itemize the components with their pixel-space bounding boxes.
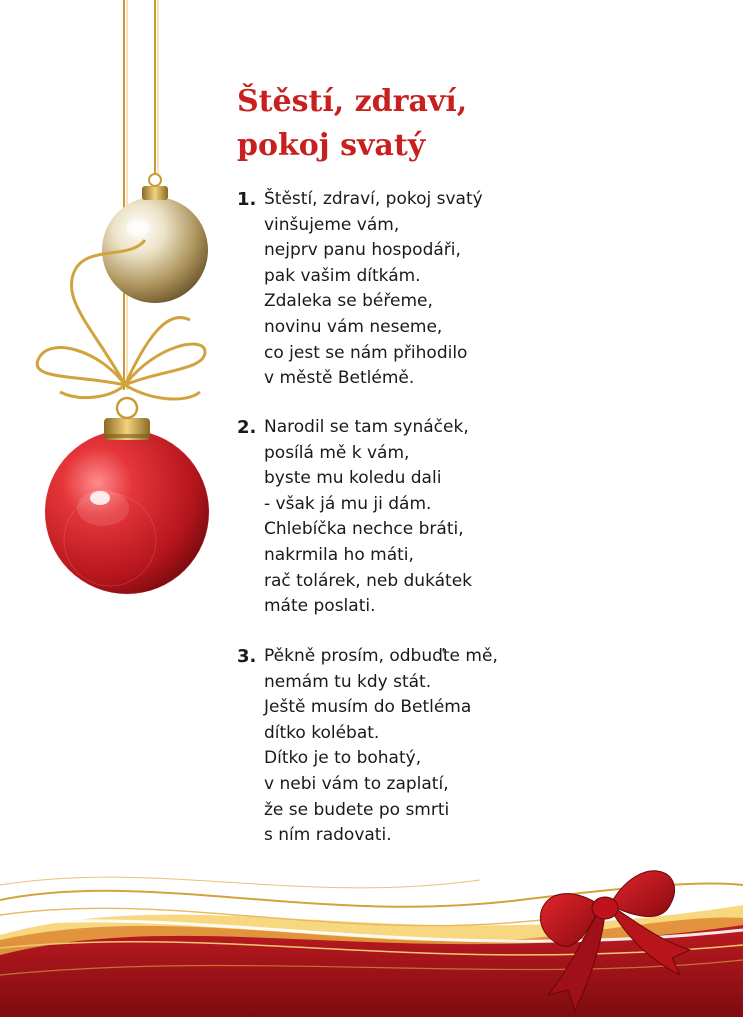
verse-line: s ním radovati. (264, 825, 392, 846)
verse-line: pak vašim dítkám. (264, 265, 421, 286)
verse-line: vinšujeme vám, (264, 214, 400, 235)
verse-line: posílá mě k vám, (264, 442, 410, 463)
verse-line: co jest se nám přihodilo (264, 342, 468, 363)
verse-line: v městě Betlémě. (264, 368, 415, 389)
verse-line: máte poslati. (264, 596, 376, 617)
verse-line: Zdaleka se béřeme, (264, 291, 433, 312)
verse-line: byste mu koledu dali (264, 468, 442, 489)
verse-line: Ještě musím do Betléma (264, 697, 472, 718)
verse-number: 2. (237, 417, 257, 438)
gold-ornament (102, 174, 208, 303)
verse-line: Dítko je to bohatý, (264, 748, 422, 769)
verse-line: Chlebíčka nechce bráti, (264, 519, 464, 540)
title-line-2: pokoj svatý (237, 128, 426, 163)
verse-line: Narodil se tam synáček, (264, 417, 469, 437)
verse-line: Štěstí, zdraví, pokoj svatý (264, 189, 483, 209)
page-title (237, 80, 467, 168)
verse-line: nejprv panu hospodáři, (264, 240, 461, 261)
verse-line: rač tolárek, neb dukátek (264, 570, 473, 591)
red-ornament (45, 398, 209, 594)
verse-number: 3. (237, 646, 257, 667)
verse-line: novinu vám neseme, (264, 316, 443, 337)
verse-line: nemám tu kdy stát. (264, 671, 432, 692)
verse-line: že se budete po smrti (264, 799, 450, 820)
verse-line: v nebi vám to zaplatí, (264, 773, 449, 794)
verse-line: dítko kolébat. (264, 722, 380, 743)
verse-line: Pěkně prosím, odbuďte mě, (264, 646, 498, 666)
verse-line: - však já mu ji dám. (264, 493, 432, 514)
title-line-1: Štěstí, zdraví, (237, 84, 468, 119)
verse-number: 1. (237, 189, 257, 210)
verse-line: nakrmila ho máti, (264, 544, 414, 565)
